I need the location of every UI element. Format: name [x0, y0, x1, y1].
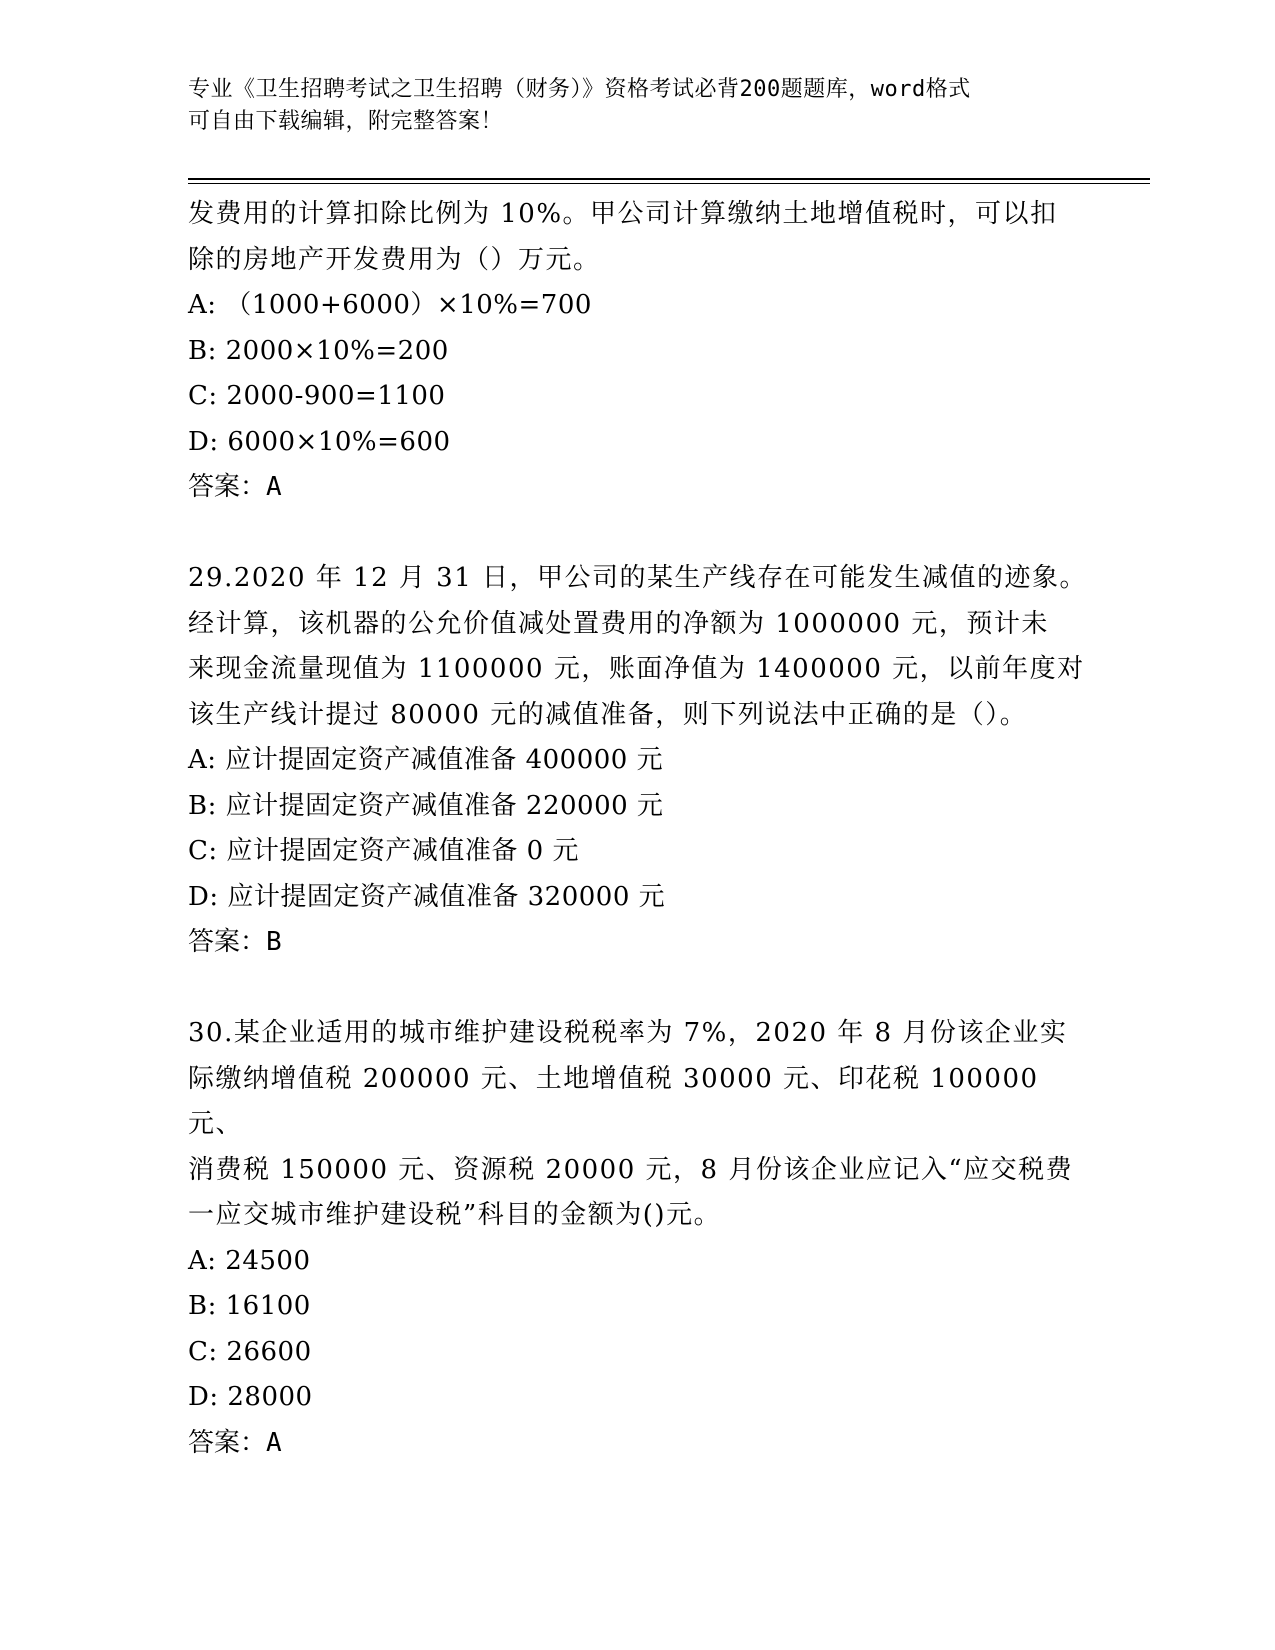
question-29	[188, 556, 1088, 966]
question-stem-line: 29.2020 年 12 月 31 日，甲公司的某生产线存在可能发生减值的迹象。	[188, 563, 1088, 593]
option-d: D: 应计提固定资产减值准备 320000 元	[188, 881, 666, 912]
option-c: C: 26600	[188, 1336, 312, 1367]
document-header	[188, 74, 1088, 138]
option-b: B: 16100	[188, 1291, 311, 1321]
header-line-2: 可自由下载编辑，附完整答案！	[188, 109, 504, 134]
question-stem-line: 30.某企业适用的城市维护建设税税率为 7%，2020 年 8 月份该企业实	[188, 1018, 1068, 1048]
document-body	[188, 192, 1088, 1466]
question-stem-line: 来现金流量现值为 1100000 元，账面净值为 1400000 元，以前年度对	[188, 654, 1085, 684]
question-stem-line: 际缴纳增值税 200000 元、土地增值税 30000 元、印花税 100000 元、	[188, 1063, 1049, 1139]
question-30	[188, 1011, 1088, 1466]
answer: 答案：A	[188, 472, 282, 502]
question-stem-line: 该生产线计提过 80000 元的减值准备，则下列说法中正确的是（）。	[188, 699, 1028, 730]
option-a: A: 应计提固定资产减值准备 400000 元	[188, 745, 664, 775]
answer: 答案：A	[188, 1427, 282, 1458]
spacer	[188, 966, 1088, 1012]
answer: 答案：B	[188, 927, 282, 957]
option-a: A: （1000+6000）×10%=700	[188, 290, 592, 320]
option-d: D: 6000×10%=600	[188, 426, 451, 457]
question-stem-line: 消费税 150000 元、资源税 20000 元，8 月份该企业应记入“应交税费	[188, 1154, 1074, 1185]
option-b: B: 应计提固定资产减值准备 220000 元	[188, 790, 664, 821]
question-stem-line: 经计算，该机器的公允价值减处置费用的净额为 1000000 元，预计未	[188, 608, 1049, 639]
question-28	[188, 192, 1088, 511]
question-stem-line: 除的房地产开发费用为（）万元。	[188, 244, 601, 275]
option-a: A: 24500	[188, 1245, 311, 1276]
question-stem-line: 一应交城市维护建设税”科目的金额为()元。	[188, 1200, 722, 1230]
header-rule-thick	[188, 178, 1150, 180]
spacer	[188, 511, 1088, 557]
option-d: D: 28000	[188, 1382, 313, 1412]
header-rule-thin	[188, 183, 1150, 184]
header-line-1: 专业《卫生招聘考试之卫生招聘（财务）》资格考试必背200题题库，word格式	[188, 77, 971, 102]
option-c: C: 2000-900=1100	[188, 381, 446, 411]
option-b: B: 2000×10%=200	[188, 335, 449, 366]
question-stem-line: 发费用的计算扣除比例为 10%。甲公司计算缴纳土地增值税时，可以扣	[188, 199, 1058, 229]
option-c: C: 应计提固定资产减值准备 0 元	[188, 836, 579, 866]
